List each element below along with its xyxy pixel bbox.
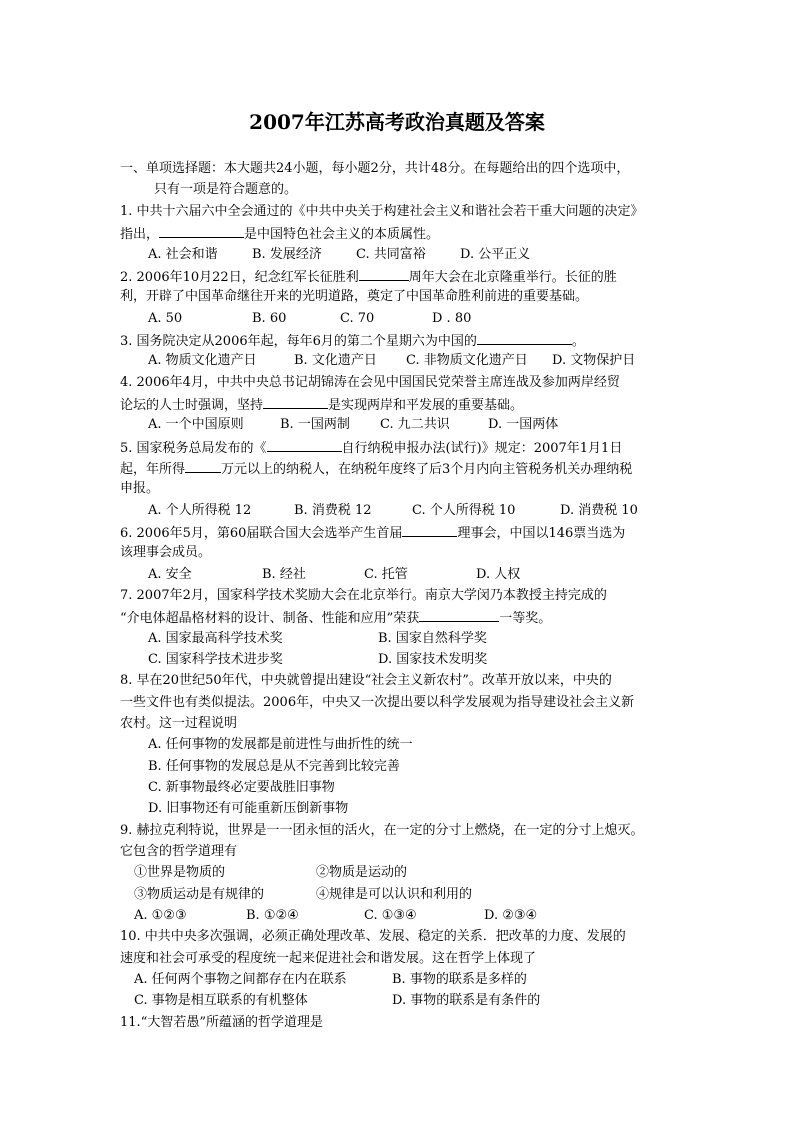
q7-option-c: C. 国家科学技术进步奖 <box>148 652 283 667</box>
q10-option-b: B. 事物的联系是多样的 <box>392 972 527 987</box>
q3-option-a: A. 物质文化遗产日 <box>148 353 257 368</box>
answer-blank <box>267 438 342 452</box>
q1-option-c: C. 共同富裕 <box>356 247 426 262</box>
q9-option-a: A. ①②③ <box>134 908 187 923</box>
q4-option-d: D. 一国两体 <box>488 417 559 432</box>
q5-text: 5. 国家税务总局发布的《 自行纳税申报办法(试行)》规定：2007年1月1日 <box>120 438 622 458</box>
q2-option-a: A. 50 <box>148 311 183 326</box>
q4-option-a: A. 一个中国原则 <box>148 417 244 432</box>
q8-option-b: B. 任何事物的发展总是从不完善到比较完善 <box>148 759 400 774</box>
q9-text-cont: 它包含的哲学道理有 <box>120 844 238 859</box>
q7-text-cont: “介电体超晶格材料的设计、制备、性能和应用”荣获 一等奖。 <box>120 608 551 628</box>
q10-text-cont: 速度和社会可承受的程度统一起来促进社会和谐发展。这在哲学上体现了 <box>120 951 537 966</box>
q8-option-d: D. 旧事物还有可能重新压倒新事物 <box>148 801 349 816</box>
q4-text: 4. 2006年4月，中共中央总书记胡锦涛在会见中国国民党荣誉主席连战及参加两岸经贸 <box>120 375 620 390</box>
q9-option-b: B. ①②④ <box>246 908 299 923</box>
q10-text: 10. 中共中央多次强调，必须正确处理改革、发展、稳定的关系．把改革的力度、发展的 <box>120 929 626 944</box>
answer-blank <box>159 224 244 238</box>
section-heading: 一、单项选择题：本大题共24小题，每小题2分，共计48分。在每题给出的四个选项中， <box>120 161 630 176</box>
q4-text-cont: 论坛的人士时强调，坚持 是实现两岸和平发展的重要基础。 <box>120 395 523 415</box>
q5-option-c: C. 个人所得税 10 <box>412 503 516 518</box>
q2-text: 2. 2006年10月22日，纪念红军长征胜利 周年大会在北京隆重举行。长征的胜 <box>120 267 617 287</box>
answer-blank <box>359 267 409 281</box>
answer-blank <box>263 395 328 409</box>
q1-option-b: B. 发展经济 <box>252 247 322 262</box>
page-title: 2007年江苏高考政治真题及答案 <box>249 110 545 134</box>
q7-option-a: A. 国家最高科学技术奖 <box>148 631 283 646</box>
answer-blank <box>185 459 221 473</box>
q10-option-a: A. 任何两个事物之间都存在内在联系 <box>134 972 347 987</box>
q6-text-cont: 该理事会成员。 <box>120 545 212 560</box>
q1-option-d: D. 公平正义 <box>460 247 531 262</box>
q5-option-b: B. 消费税 12 <box>294 503 372 518</box>
q9-option-c: C. ①③④ <box>364 908 417 923</box>
q1-text: 1. 中共十六届六中全会通过的《中共中央关于构建社会主义和谐社会若干重大问题的决定》 <box>120 204 644 219</box>
q3-option-b: B. 文化遗产日 <box>294 353 377 368</box>
q8-text-cont: 一些文件也有类似提法。2006年，中央又一次提出要以科学发展观为指导建设社会主义新 <box>120 695 635 710</box>
q3-option-d: D. 文物保护日 <box>552 353 636 368</box>
q9-item-1: ①世界是物质的 <box>134 865 226 880</box>
q6-option-a: A. 安全 <box>148 567 192 582</box>
q4-option-c: C. 九二共识 <box>380 417 450 432</box>
q9-item-3: ③物质运动是有规律的 <box>134 887 265 902</box>
q9-item-2: ②物质是运动的 <box>316 865 408 880</box>
answer-blank <box>402 523 457 537</box>
q2-option-b: B. 60 <box>252 311 287 326</box>
q8-text: 8. 早在20世纪50年代，中央就曾提出建设“社会主义新农村”。改革开放以来，中央的 <box>120 673 612 688</box>
q5-text-cont: 起，年所得 万元以上的纳税人，在纳税年度终了后3个月内向主管税务机关办理纳税 <box>120 459 632 479</box>
q9-item-4: ④规律是可以认识和利用的 <box>316 887 473 902</box>
q5-text-end: 申报。 <box>120 481 160 496</box>
q11-text: 11.“大智若愚”所蕴涵的哲学道理是 <box>120 1015 323 1030</box>
q3-text: 3. 国务院决定从2006年起，每年6月的第二个星期六为中国的 。 <box>120 331 585 351</box>
answer-blank <box>477 331 572 345</box>
q8-option-a: A. 任何事物的发展都是前进性与曲折性的统一 <box>148 737 413 752</box>
q6-option-c: C. 托管 <box>364 567 408 582</box>
q2-text-cont: 利，开辟了中国革命继往开来的光明道路，奠定了中国革命胜利前进的重要基础。 <box>120 289 589 304</box>
q8-option-c: C. 新事物最终必定要战胜旧事物 <box>148 780 335 795</box>
q3-option-c: C. 非物质文化遗产日 <box>406 353 528 368</box>
q1-option-a: A. 社会和谐 <box>148 247 218 262</box>
q4-option-b: B. 一国两制 <box>280 417 350 432</box>
q9-option-d: D. ②③④ <box>484 908 538 923</box>
q5-option-d: D. 消费税 10 <box>560 503 638 518</box>
q7-text: 7. 2007年2月，国家科学技术奖励大会在北京举行。南京大学闵乃本教授主持完成的 <box>120 588 607 603</box>
q10-option-c: C. 事物是相互联系的有机整体 <box>134 993 308 1008</box>
q9-text: 9. 赫拉克利特说，世界是一一团永恒的活火，在一定的分寸上燃烧，在一定的分寸上熄灭。 <box>120 823 644 838</box>
q7-option-b: B. 国家自然科学奖 <box>378 631 487 646</box>
q10-option-d: D. 事物的联系是有条件的 <box>392 993 541 1008</box>
section-heading-cont: 只有一项是符合题意的。 <box>154 182 298 197</box>
q7-option-d: D. 国家技术发明奖 <box>378 652 488 667</box>
q1-text-cont: 指出， 是中国特色社会主义的本质属性。 <box>120 224 439 244</box>
q2-option-c: C. 70 <box>340 311 375 326</box>
q8-text-end: 农村。这一过程说明 <box>120 716 238 731</box>
answer-blank <box>419 608 499 622</box>
q6-text: 6. 2006年5月，第60届联合国大会选举产生首届 理事会，中国以146票当选为 <box>120 523 625 543</box>
q6-option-b: B. 经社 <box>262 567 306 582</box>
q5-option-a: A. 个人所得税 12 <box>148 503 252 518</box>
q6-option-d: D. 人权 <box>476 567 521 582</box>
q2-option-d: D . 80 <box>432 311 472 326</box>
